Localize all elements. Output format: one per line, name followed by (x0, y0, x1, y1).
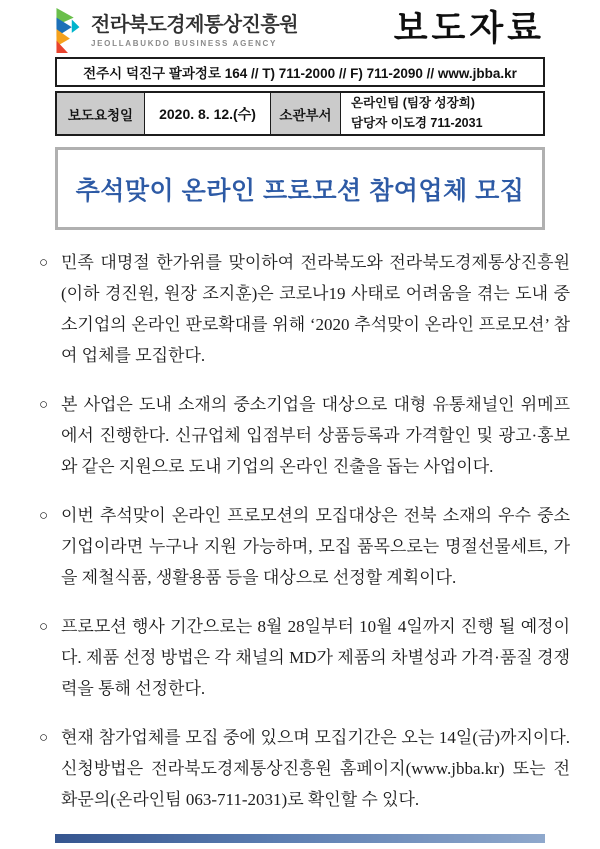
press-body (39, 247, 570, 833)
doc-type-title: 보도자료 (393, 9, 545, 48)
department-contact: 담당자 이도경 711-2031 (351, 115, 483, 130)
bullet-icon: ○ (39, 729, 49, 746)
paragraph-text: 현재 참가업체를 모집 중에 있으며 모집기간은 오는 14일(금)까지이다. 신청방법은 전라북도경제통상진흥원 홈페이지(www.jbba.kr) 또는 전화문의(온라인팀 063-711-2031)로 확인할 수 있다. (61, 728, 570, 809)
press-paragraph (39, 389, 570, 482)
document-header (50, 8, 545, 54)
paragraph-text: 민족 대명절 한가위를 맞이하여 전라북도와 전라북도경제통상진흥원 (이하 경진원, 원장 조지훈)은 코로나19 사태로 어려움을 겪는 도내 중소기업의 온라인 판로확대를 위해 ‘2020 추석맞이 온라인 프로모션’ 참여 업체를 모집한다. (61, 253, 570, 365)
bullet-icon: ○ (39, 507, 49, 524)
bullet-icon: ○ (39, 396, 49, 413)
press-paragraph (39, 722, 570, 815)
paragraph-text: 프로모션 행사 기간으로는 8월 28일부터 10월 4일까지 진행 될 예정이다. 제품 선정 방법은 각 채널의 MD가 제품의 차별성과 가격·품질 경쟁력을 통해 선정한다. (61, 617, 570, 698)
request-date-label-cell: 보도요청일 (57, 93, 145, 134)
press-paragraph (39, 500, 570, 593)
org-logo-text (91, 14, 298, 48)
org-name-en: JEOLLABUKDO BUSINESS AGENCY (91, 39, 278, 48)
department-label-cell: 소관부서 (271, 93, 341, 134)
org-name: 전라북도경제통상진흥원 (91, 14, 299, 36)
org-logo-icon (50, 8, 84, 54)
info-table (55, 91, 545, 136)
title-box (55, 147, 545, 230)
department-cell (341, 93, 543, 134)
contact-bar: 전주시 덕진구 팔과정로 164 // T) 711-2000 // F) 711-2090 // www.jbba.kr (55, 57, 545, 87)
paragraph-text: 본 사업은 도내 소재의 중소기업을 대상으로 대형 유통채널인 위메프에서 진행한다. 신규업체 입점부터 상품등록과 가격할인 및 광고·홍보와 같은 지원으로 도내 기업의 온라인 진출을 돕는 사업이다. (61, 395, 570, 476)
department-team: 온라인팀 (팀장 성장희) (351, 96, 475, 111)
press-paragraph (39, 247, 570, 371)
paragraph-text: 이번 추석맞이 온라인 프로모션의 모집대상은 전북 소재의 우수 중소기업이라면 누구나 지원 가능하며, 모집 품목으로는 명절선물세트, 가을 제철식품, 생활용품 등을 대상으로 선정할 계획이다. (61, 506, 570, 587)
footer-bar (55, 834, 545, 843)
bullet-icon: ○ (39, 254, 49, 271)
press-paragraph (39, 611, 570, 704)
request-date-cell: 2020. 8. 12.(수) (145, 93, 271, 134)
org-logo (50, 8, 298, 54)
press-title: 추석맞이 온라인 프로모션 참여업체 모집 (75, 176, 525, 205)
bullet-icon: ○ (39, 618, 49, 635)
